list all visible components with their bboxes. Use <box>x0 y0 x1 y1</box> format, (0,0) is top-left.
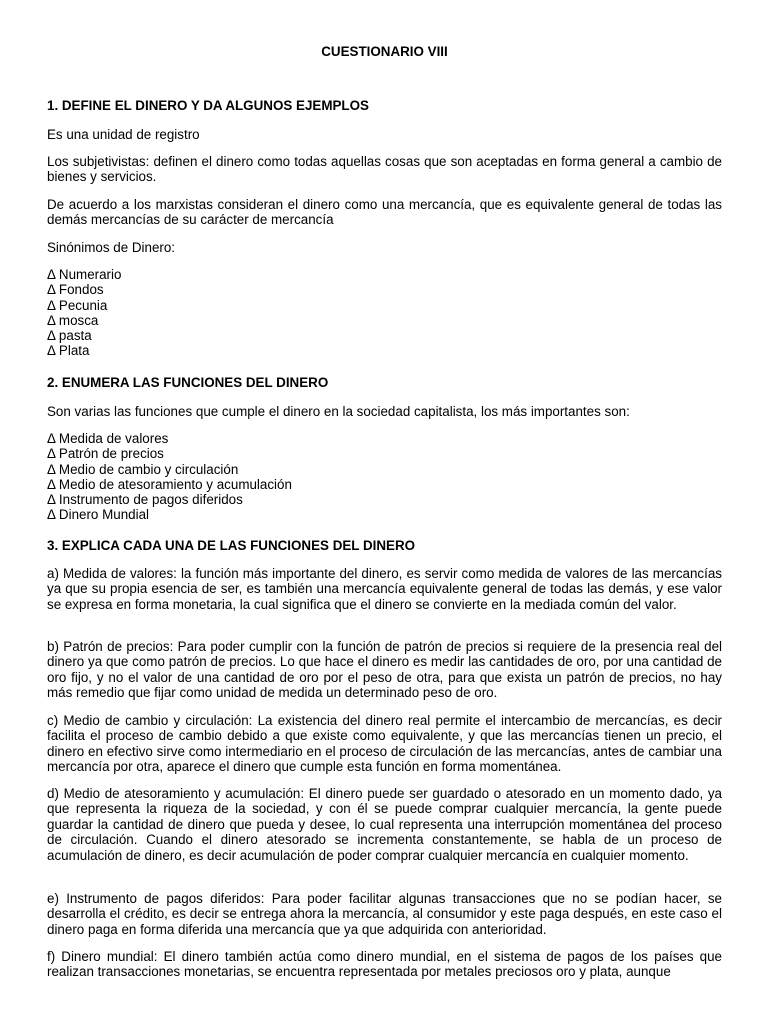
q3-paragraph-a: a) Medida de valores: la función más importante del dinero, es servir como medida de valores de las mercancías ya que su propia esencia de ser, es también una mercancía equivalente general de todas las demás, y ese valor se expresa en forma monetaria, la cual significa que el dinero se convierte en la mediada común del valor. <box>47 566 722 612</box>
q3-paragraph-d: d) Medio de atesoramiento y acumulación: El dinero puede ser guardado o atesorado en un momento dado, ya que representa la riqueza de la sociedad, y con él se puede comprar cualquier mercancía, la gente puede guardar la cantidad de dinero que pueda y desee, lo cual representa una interrupción momentánea del proceso de circulación. Cuando el dinero atesorado se incrementa constantemente, se habla de un proceso de acumulación de dinero, es decir acumulación de poder comprar cualquier mercancía en cualquier momento. <box>47 786 722 863</box>
q3-paragraph-e: e) Instrumento de pagos diferidos: Para poder facilitar algunas transacciones que no se podían hacer, se desarrolla el crédito, es decir se entrega ahora la mercancía, al consumidor y este paga después, en este caso el dinero paga en forma diferida una mercancía que ya que adquirida con anterioridad. <box>47 891 722 937</box>
list-item: Δ Instrumento de pagos diferidos <box>47 492 243 508</box>
list-item: Δ Medida de valores <box>47 431 169 446</box>
q1-paragraph-2: Los subjetivistas: definen el dinero como todas aquellas cosas que son aceptadas en forma general a cambio de bienes y servicios. <box>47 154 722 185</box>
question-3-heading: 3. EXPLICA CADA UNA DE LAS FUNCIONES DEL DINERO <box>47 538 416 553</box>
list-item: Δ mosca <box>47 312 99 328</box>
q3-paragraph-c: c) Medio de cambio y circulación: La existencia del dinero real permite el intercambio de mercancías, es decir facilita el proceso de cambio debido a que existe como equivalente, y que las mercancías tienen un precio, el dinero en efectivo sirve como intermediario en el proceso de circulación de las mercancías, antes de cambiar una mercancía por otra, aparece el dinero que cumple esta función en forma momentánea. <box>47 713 722 775</box>
q3-paragraph-f: f) Dinero mundial: El dinero también actúa como dinero mundial, en el sistema de pagos de los países que realizan transacciones monetarias, se encuentra representada por metales preciosos oro y plata, aunque <box>47 949 722 980</box>
list-item: Δ Medio de atesoramiento y acumulación <box>47 476 292 492</box>
q1-paragraph-3: De acuerdo a los marxistas consideran el dinero como una mercancía, que es equivalente general de todas las demás mercancías de su carácter de mercancía <box>47 197 722 228</box>
synonyms-list <box>47 267 121 359</box>
q1-paragraph-4: Sinónimos de Dinero: <box>47 240 176 255</box>
list-item: Δ Pecunia <box>47 297 108 313</box>
list-item: Δ Numerario <box>47 267 122 282</box>
functions-list <box>47 431 292 523</box>
question-2-heading: 2. ENUMERA LAS FUNCIONES DEL DINERO <box>47 375 329 390</box>
list-item: Δ Plata <box>47 343 90 359</box>
q3-paragraph-b: b) Patrón de precios: Para poder cumplir con la función de patrón de precios si requiere de la presencia real del dinero ya que como patrón de precios. Lo que hace el dinero es medir las cantidades de oro, por una cantidad de oro fijo, y no el valor de una cantidad de oro por el peso de otra, para que exista un patrón de precios, no hay más remedio que fijar como unidad de medida un determinado peso de oro. <box>47 639 722 701</box>
question-1-heading: 1. DEFINE EL DINERO Y DA ALGUNOS EJEMPLOS <box>47 98 369 113</box>
q2-paragraph-1: Son varias las funciones que cumple el dinero en la sociedad capitalista, los más importantes son: <box>47 404 630 419</box>
list-item: Δ Fondos <box>47 282 104 298</box>
list-item: Δ Medio de cambio y circulación <box>47 461 239 477</box>
document-title: CUESTIONARIO VIII <box>321 44 448 59</box>
list-item: Δ Patrón de precios <box>47 446 164 462</box>
q1-paragraph-1: Es una unidad de registro <box>47 127 200 142</box>
list-item: Δ pasta <box>47 328 92 344</box>
list-item: Δ Dinero Mundial <box>47 507 149 523</box>
